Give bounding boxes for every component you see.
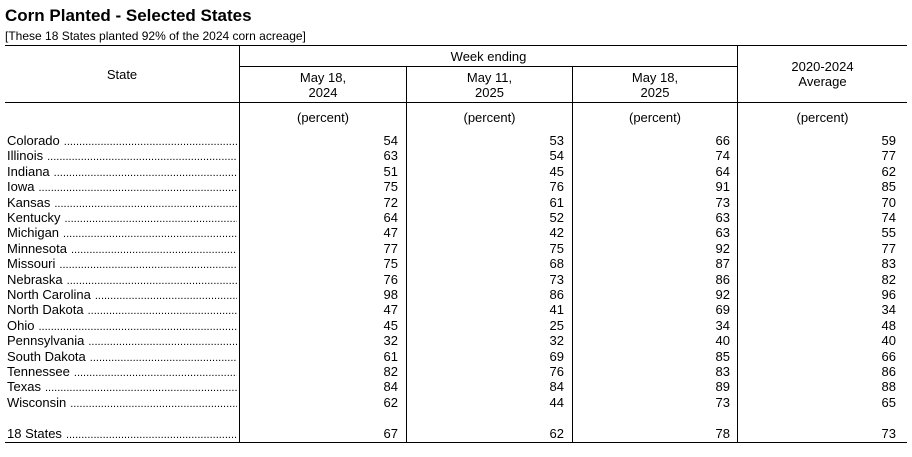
value-col-1: 82 <box>383 364 398 379</box>
value-col-3: 34 <box>715 317 730 333</box>
state-name: Kansas <box>7 194 51 210</box>
table-row <box>0 256 912 271</box>
value-col-4: 77 <box>881 148 896 164</box>
value-col-3: 87 <box>715 256 730 272</box>
table-row <box>0 287 912 302</box>
state-name: Colorado <box>7 133 60 148</box>
state-cell <box>7 256 237 271</box>
value-col-3: 63 <box>715 225 730 241</box>
state-cell <box>7 179 237 194</box>
state-name: Illinois <box>7 148 44 164</box>
value-col-2: 76 <box>549 179 564 195</box>
value-col-2: 69 <box>549 348 564 364</box>
header-col-3-line1: May 18, <box>631 69 679 85</box>
value-col-2: 61 <box>549 194 564 210</box>
value-col-3: 89 <box>715 379 730 395</box>
state-cell <box>7 302 237 317</box>
state-cell <box>7 133 237 148</box>
total-col-4: 73 <box>881 425 896 441</box>
value-col-3: 64 <box>715 163 730 179</box>
value-col-2: 25 <box>549 317 564 333</box>
value-col-2: 86 <box>549 287 564 302</box>
value-col-1: 47 <box>383 302 398 318</box>
state-name: North Carolina <box>7 287 91 302</box>
value-col-4: 85 <box>881 179 896 195</box>
value-col-2: 44 <box>549 394 564 410</box>
header-col-2-line1: May 11, <box>466 69 513 85</box>
table-row <box>0 225 912 240</box>
dot-leader <box>70 397 237 410</box>
table-subtitle: [These 18 States planted 92% of the 2024 corn acreage] <box>5 29 306 43</box>
value-col-1: 98 <box>383 287 398 302</box>
table-row <box>0 195 912 210</box>
value-col-4: 82 <box>881 271 896 287</box>
table-row <box>0 379 912 394</box>
table-row <box>0 133 912 148</box>
value-col-1: 51 <box>383 163 398 179</box>
value-col-3: 69 <box>715 302 730 318</box>
state-cell <box>7 195 237 210</box>
value-col-3: 63 <box>715 210 730 225</box>
table-row <box>0 302 912 317</box>
unit-col-2: (percent) <box>463 110 516 125</box>
value-col-2: 41 <box>549 302 564 318</box>
value-col-2: 54 <box>549 148 564 164</box>
value-col-1: 77 <box>383 240 398 256</box>
dot-leader <box>88 304 237 317</box>
total-col-1: 67 <box>383 425 398 441</box>
value-col-1: 63 <box>383 148 398 164</box>
header-col-2 <box>407 67 572 102</box>
state-cell <box>7 241 237 256</box>
value-col-3: 73 <box>715 194 730 210</box>
state-cell <box>7 349 237 364</box>
dot-leader <box>63 227 237 240</box>
value-col-2: 84 <box>549 379 564 395</box>
value-col-1: 61 <box>383 348 398 364</box>
unit-col-4: (percent) <box>796 110 849 125</box>
state-cell <box>7 395 237 410</box>
dot-leader <box>38 320 237 333</box>
state-cell <box>7 364 237 379</box>
dot-leader <box>74 366 237 379</box>
value-col-3: 92 <box>715 287 730 302</box>
value-col-4: 83 <box>881 256 896 272</box>
state-name: Nebraska <box>7 271 63 287</box>
state-cell <box>7 210 237 225</box>
value-col-3: 83 <box>715 364 730 379</box>
state-cell <box>7 272 237 287</box>
table-title: Corn Planted - Selected States <box>5 6 252 25</box>
state-cell <box>7 164 237 179</box>
value-col-1: 75 <box>383 256 398 272</box>
bottom-rule <box>5 442 907 443</box>
state-name: Indiana <box>7 163 50 179</box>
value-col-1: 75 <box>383 179 398 195</box>
value-col-1: 32 <box>383 333 398 349</box>
table-row <box>0 164 912 179</box>
value-col-3: 91 <box>715 179 730 195</box>
table-row <box>0 272 912 287</box>
value-col-4: 96 <box>881 287 896 302</box>
table-row <box>0 349 912 364</box>
value-col-3: 92 <box>715 240 730 256</box>
dot-leader <box>54 166 237 179</box>
dot-leader <box>45 381 237 394</box>
state-name: Ohio <box>7 317 35 333</box>
state-name: Michigan <box>7 225 60 241</box>
header-col-4 <box>738 46 907 102</box>
table-row <box>0 179 912 194</box>
value-col-1: 84 <box>383 379 398 395</box>
state-cell <box>7 426 237 441</box>
value-col-2: 76 <box>549 364 564 379</box>
state-name: 18 States <box>7 425 62 441</box>
value-col-1: 64 <box>383 210 398 225</box>
state-name: Tennessee <box>7 364 70 379</box>
header-col-3-line2: 2025 <box>640 84 670 100</box>
state-cell <box>7 379 237 394</box>
value-col-2: 53 <box>549 133 564 148</box>
header-state: State <box>106 66 138 82</box>
value-col-2: 52 <box>549 210 564 225</box>
state-name: Wisconsin <box>7 394 67 410</box>
value-col-3: 85 <box>715 348 730 364</box>
state-name: Kentucky <box>7 210 61 225</box>
value-col-4: 59 <box>881 133 896 148</box>
header-week-ending: Week ending <box>450 48 527 64</box>
value-col-2: 75 <box>549 240 564 256</box>
state-name: Missouri <box>7 256 56 272</box>
value-col-1: 76 <box>383 271 398 287</box>
value-col-3: 40 <box>715 333 730 349</box>
table-row <box>0 148 912 163</box>
unit-col-3: (percent) <box>628 110 682 125</box>
dot-leader <box>88 335 237 348</box>
unit-col-1: (percent) <box>296 110 350 125</box>
dot-leader <box>47 150 237 163</box>
state-cell <box>7 225 237 240</box>
value-col-4: 74 <box>881 210 896 225</box>
dot-leader <box>64 135 237 148</box>
total-col-3: 78 <box>715 425 730 441</box>
state-name: South Dakota <box>7 348 86 364</box>
state-cell <box>7 333 237 348</box>
state-name: North Dakota <box>7 302 84 318</box>
dot-leader <box>64 212 237 225</box>
dot-leader <box>90 351 237 364</box>
value-col-3: 66 <box>715 133 730 148</box>
value-col-4: 40 <box>881 333 896 349</box>
value-col-4: 88 <box>881 379 896 395</box>
header-col-1 <box>240 67 406 102</box>
state-name: Minnesota <box>7 240 67 256</box>
state-cell <box>7 287 237 302</box>
dot-leader <box>95 289 237 302</box>
value-col-2: 42 <box>549 225 564 241</box>
state-name: Iowa <box>7 179 35 195</box>
value-col-4: 86 <box>881 364 896 379</box>
value-col-2: 68 <box>549 256 564 272</box>
value-col-1: 54 <box>383 133 398 148</box>
value-col-1: 47 <box>383 225 398 241</box>
state-cell <box>7 148 237 163</box>
total-col-2: 62 <box>549 425 564 441</box>
value-col-3: 86 <box>715 271 730 287</box>
value-col-2: 73 <box>549 271 564 287</box>
value-col-4: 65 <box>881 394 896 410</box>
header-col-4-line1: 2020-2024 <box>791 59 854 74</box>
dot-leader <box>67 274 237 287</box>
value-col-4: 55 <box>881 225 896 241</box>
table-row <box>0 333 912 348</box>
table-row <box>0 241 912 256</box>
dot-leader <box>38 181 237 194</box>
header-col-3 <box>573 67 737 102</box>
value-col-4: 62 <box>881 163 896 179</box>
value-col-4: 66 <box>881 348 896 364</box>
total-row <box>0 426 912 441</box>
dot-leader <box>71 243 237 256</box>
value-col-4: 34 <box>881 302 896 318</box>
header-bottom-rule <box>5 102 907 103</box>
header-col-1-line2: 2024 <box>308 84 338 100</box>
dot-leader <box>59 258 237 271</box>
table-row <box>0 318 912 333</box>
value-col-1: 45 <box>383 317 398 333</box>
dot-leader <box>54 197 237 210</box>
state-cell <box>7 318 237 333</box>
dot-leader <box>66 428 237 441</box>
table-row <box>0 395 912 410</box>
header-col-2-line2: 2025 <box>475 84 504 100</box>
header-col-4-line2: Average <box>798 74 847 89</box>
value-col-1: 62 <box>383 394 398 410</box>
value-col-3: 73 <box>715 394 730 410</box>
table-row <box>0 364 912 379</box>
value-col-4: 70 <box>881 194 896 210</box>
state-name: Texas <box>7 379 41 395</box>
value-col-1: 72 <box>383 194 398 210</box>
value-col-2: 32 <box>549 333 564 349</box>
value-col-3: 74 <box>715 148 730 164</box>
value-col-2: 45 <box>549 163 564 179</box>
value-col-4: 48 <box>881 317 896 333</box>
header-col-1-line1: May 18, <box>299 69 347 85</box>
table-row <box>0 210 912 225</box>
value-col-4: 77 <box>881 240 896 256</box>
state-name: Pennsylvania <box>7 333 85 349</box>
